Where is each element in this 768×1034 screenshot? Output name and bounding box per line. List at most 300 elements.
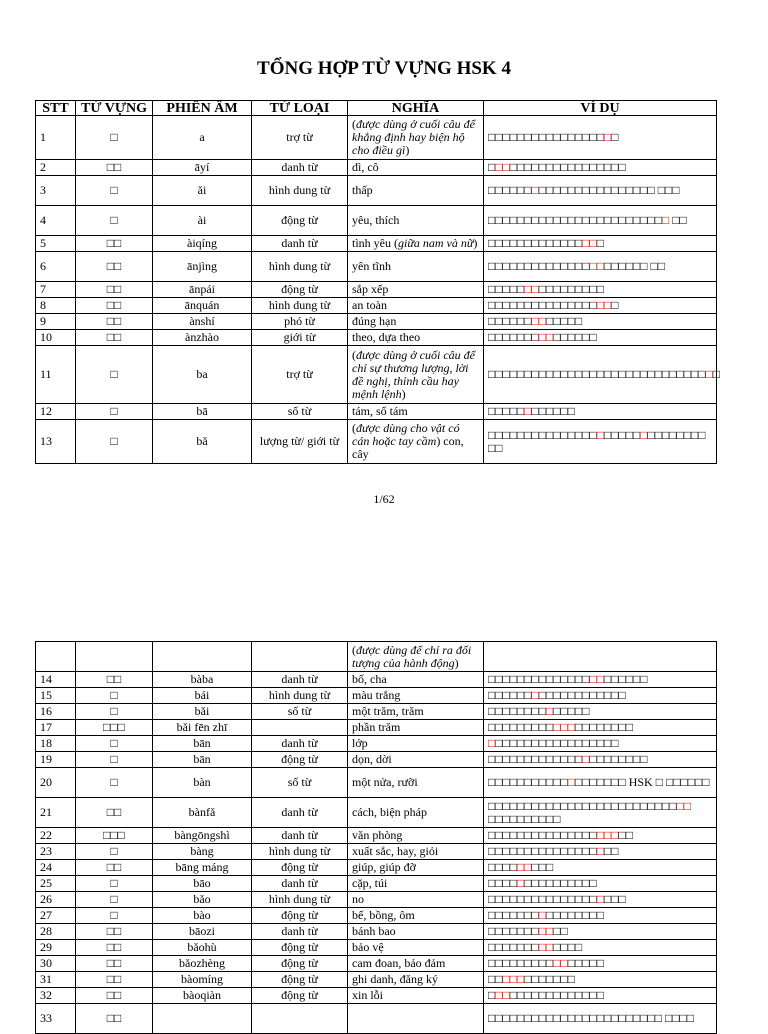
cell-example	[484, 908, 717, 924]
table-row	[36, 720, 717, 736]
table-row	[36, 988, 717, 1004]
example-text: □□□□□□□□□□□□□□□□□□□□□□□□□□	[488, 798, 677, 813]
cell-word: □□	[76, 924, 153, 940]
cell-pinyin: bǎozhèng	[153, 956, 252, 972]
cell-word: □□	[76, 330, 153, 346]
example-text: □□	[603, 844, 619, 858]
example-text: □□□□□□□□□□□□	[538, 688, 626, 702]
cell-pinyin: bān	[153, 752, 252, 768]
meaning-text: được dùng để chỉ ra đối tượng của hành động	[352, 642, 472, 670]
example-text: □□□□□□	[488, 688, 532, 702]
cell-meaning	[348, 298, 484, 314]
cell-meaning	[348, 736, 484, 752]
cell-part-of-speech: trợ từ	[252, 116, 348, 160]
cell-word: □	[76, 116, 153, 160]
meaning-text: tám, số tám	[352, 404, 408, 418]
cell-part-of-speech: danh từ	[252, 924, 348, 940]
example-text: □□□□	[488, 876, 517, 890]
cell-meaning	[348, 688, 484, 704]
cell-part-of-speech: động từ	[252, 972, 348, 988]
cell-part-of-speech: động từ	[252, 908, 348, 924]
cell-pinyin	[153, 1004, 252, 1034]
example-text: □□□	[603, 892, 626, 906]
cell-part-of-speech: danh từ	[252, 160, 348, 176]
table-row	[36, 314, 717, 330]
cell-example	[484, 160, 717, 176]
cell-part-of-speech: hình dung từ	[252, 176, 348, 206]
example-text: □□	[596, 298, 612, 312]
meaning-text: dọn, dời	[352, 752, 392, 766]
meaning-text: ghi danh, đăng ký	[352, 972, 438, 986]
cell-word: □□	[76, 1004, 153, 1034]
example-text: □	[531, 688, 539, 702]
cell-pinyin: bào	[153, 908, 252, 924]
meaning-text: được dùng ở cuối câu để khẳng định hay biện hộ cho điều gì	[352, 117, 475, 157]
cell-meaning	[348, 236, 484, 252]
table-header-row	[36, 101, 717, 116]
cell-stt: 19	[36, 752, 76, 768]
cell-stt: 23	[36, 844, 76, 860]
example-text: □□□□□	[488, 282, 525, 296]
cell-example	[484, 346, 720, 404]
cell-part-of-speech: hình dung từ	[252, 252, 348, 282]
cell-word: □	[76, 346, 153, 404]
example-text: □	[488, 736, 496, 750]
cell-word: □□	[76, 298, 153, 314]
example-text: □□	[538, 330, 554, 344]
example-text: □□□□□□□□□□□□□	[488, 236, 583, 250]
example-text: □□□□□□□□□□□□□□□□□	[495, 736, 619, 750]
cell-meaning	[348, 672, 484, 688]
meaning-text: (	[352, 421, 356, 435]
cell-part-of-speech: danh từ	[252, 736, 348, 752]
cell-part-of-speech: hình dung từ	[252, 298, 348, 314]
example-text: □□□□□□□□□□□□□	[509, 988, 604, 1002]
cell-meaning	[348, 940, 484, 956]
cell-meaning	[348, 828, 484, 844]
cell-meaning	[348, 876, 484, 892]
example-text: □□□□□□□	[524, 972, 575, 986]
cell-word: □	[76, 844, 153, 860]
example-text: □□□□□	[553, 704, 590, 718]
example-text: □□□□□□	[488, 314, 532, 328]
example-text: □□□□□□	[553, 330, 597, 344]
example-text: □□□□□□□□□□	[524, 876, 597, 890]
meaning-text: phần trăm	[352, 720, 401, 734]
example-text: □	[538, 908, 546, 922]
cell-meaning	[348, 956, 484, 972]
cell-example	[484, 236, 717, 252]
cell-pinyin: bǎohù	[153, 940, 252, 956]
cell-stt: 5	[36, 236, 76, 252]
cell-meaning	[348, 988, 484, 1004]
table-row	[36, 924, 717, 940]
cell-stt: 26	[36, 892, 76, 908]
cell-pinyin: bái	[153, 688, 252, 704]
example-text: □□□□□□□□□□□□□	[488, 752, 583, 766]
example-text: □□□	[553, 720, 575, 734]
example-text: □□□□□□□□□□□□□□□	[488, 892, 597, 906]
meaning-text: giữa nam và nữ	[398, 236, 474, 250]
header-example: VÍ DỤ	[484, 101, 717, 116]
example-text: □□□□□□	[531, 404, 575, 418]
cell-example	[484, 876, 717, 892]
cell-word: □	[76, 876, 153, 892]
page-number: 1/62	[373, 492, 395, 506]
cell-example	[484, 828, 717, 844]
example-text: □	[712, 367, 720, 381]
meaning-text: cặp, túi	[352, 876, 388, 890]
example-text: □□□□□□□□□□□□□□□□□□□□□□□□ □□□□	[488, 1011, 694, 1025]
cell-word: □□□	[76, 720, 153, 736]
example-text: □	[517, 876, 525, 890]
example-text: □	[531, 183, 539, 197]
cell-stt: 2	[36, 160, 76, 176]
cell-pinyin: bāng máng	[153, 860, 252, 876]
cell-meaning	[348, 844, 484, 860]
table-row	[36, 972, 717, 988]
cell-stt: 25	[36, 876, 76, 892]
cell-pinyin: bān	[153, 736, 252, 752]
table-row	[36, 252, 717, 282]
meaning-text: ) con, cây	[352, 434, 464, 461]
table-row	[36, 908, 717, 924]
table-row	[36, 404, 717, 420]
page-2	[0, 600, 768, 1024]
example-text: □□	[495, 988, 510, 1002]
cell-stt: 6	[36, 252, 76, 282]
cell-word: □□	[76, 314, 153, 330]
cell-word: □□	[76, 252, 153, 282]
cell-pinyin: bā	[153, 404, 252, 420]
cell-part-of-speech: động từ	[252, 956, 348, 972]
example-text: □□□□□□□ HSK □ □□□□□□	[574, 775, 710, 789]
cell-example	[484, 768, 717, 798]
table-row	[36, 206, 717, 236]
example-text: □□□□□□□□□	[538, 282, 604, 296]
cell-meaning	[348, 860, 484, 876]
example-text: □□□□□□□□□□□□□□□□ □□□	[538, 183, 680, 197]
cell-stt: 21	[36, 798, 76, 828]
cell-stt: 10	[36, 330, 76, 346]
cell-meaning	[348, 116, 484, 160]
cell-pinyin: ài	[153, 206, 252, 236]
cell-meaning	[348, 892, 484, 908]
example-text: □	[582, 752, 590, 766]
cell-meaning	[348, 704, 484, 720]
header-pinyin: PHIÊN ÂM	[153, 101, 252, 116]
meaning-text: yên tĩnh	[352, 259, 391, 273]
meaning-text: xin lỗi	[352, 988, 384, 1002]
cell-meaning	[348, 924, 484, 940]
example-text: □	[524, 404, 532, 418]
meaning-text: (	[352, 347, 356, 362]
example-text: □□	[676, 798, 691, 813]
cell-stt: 17	[36, 720, 76, 736]
header-meaning: NGHĨA	[348, 101, 484, 116]
cell-stt: 9	[36, 314, 76, 330]
cell-example	[484, 298, 717, 314]
example-text: □	[596, 844, 604, 858]
table-row	[36, 704, 717, 720]
meaning-text: no	[352, 892, 364, 906]
cell-pinyin: bǎi fēn zhī	[153, 720, 252, 736]
cell-pinyin: bàn	[153, 768, 252, 798]
cell-part-of-speech	[252, 642, 348, 672]
cell-meaning	[348, 972, 484, 988]
cell-pinyin: àiqíng	[153, 236, 252, 252]
cell-pinyin: ànzhào	[153, 330, 252, 346]
cell-pinyin: ba	[153, 346, 252, 404]
cell-word: □□	[76, 672, 153, 688]
cell-meaning	[348, 346, 484, 404]
cell-part-of-speech: hình dung từ	[252, 688, 348, 704]
example-text: □□□□□□□□	[589, 752, 648, 766]
example-text: □□□□□	[603, 427, 641, 442]
example-text: □□□□□□□□	[574, 720, 633, 734]
cell-stt: 1	[36, 116, 76, 160]
table-row	[36, 876, 717, 892]
cell-word: □	[76, 176, 153, 206]
example-text: □□□□□□□□□□□□□□□□	[509, 160, 626, 174]
cell-part-of-speech: danh từ	[252, 876, 348, 892]
cell-stt: 33	[36, 1004, 76, 1034]
cell-example	[484, 736, 717, 752]
cell-stt: 24	[36, 860, 76, 876]
meaning-text: một trăm, trăm	[352, 704, 424, 718]
cell-word: □□	[76, 282, 153, 298]
meaning-text: (	[352, 642, 356, 657]
table-row	[36, 752, 717, 768]
meaning-text: được dùng cho vật có cán hoặc tay cầm	[352, 421, 460, 448]
example-text: □□□□□□□□□	[488, 956, 554, 970]
cell-stt: 31	[36, 972, 76, 988]
meaning-text: theo, dựa theo	[352, 330, 421, 344]
example-text: □□	[495, 160, 510, 174]
example-text: □□□□□□□□□□	[488, 811, 561, 826]
cell-word: □□	[76, 988, 153, 1004]
meaning-text: cách, biện pháp	[352, 805, 427, 819]
cell-word: □	[76, 752, 153, 768]
header-part-of-speech: TỪ LOẠI	[252, 101, 348, 116]
example-text: □□	[531, 314, 546, 328]
cell-stt: 16	[36, 704, 76, 720]
cell-word: □	[76, 892, 153, 908]
meaning-text: )	[454, 655, 459, 670]
vocabulary-table-continued	[35, 641, 717, 1034]
cell-word: □□	[76, 940, 153, 956]
meaning-text: đúng hạn	[352, 314, 397, 328]
cell-stt: 15	[36, 688, 76, 704]
meaning-text: một nửa, rưỡi	[352, 775, 418, 789]
cell-pinyin: bàngōngshì	[153, 828, 252, 844]
meaning-text: xuất sắc, hay, giỏi	[352, 844, 439, 858]
table-row	[36, 116, 717, 160]
cell-example	[484, 988, 717, 1004]
meaning-text: màu trắng	[352, 688, 401, 702]
table-row	[36, 828, 717, 844]
cell-word: □	[76, 704, 153, 720]
cell-example	[484, 720, 717, 736]
cell-part-of-speech: số từ	[252, 404, 348, 420]
cell-word: □□	[76, 798, 153, 828]
cell-meaning	[348, 206, 484, 236]
cell-word: □	[76, 206, 153, 236]
cell-stt: 14	[36, 672, 76, 688]
cell-pinyin: bǎi	[153, 704, 252, 720]
cell-stt: 12	[36, 404, 76, 420]
example-text: □□□□□□□	[488, 940, 539, 954]
cell-stt: 30	[36, 956, 76, 972]
cell-example	[484, 642, 717, 672]
example-text: □	[596, 236, 604, 250]
meaning-text: cam đoan, bảo đảm	[352, 956, 446, 970]
table-row	[36, 892, 717, 908]
cell-part-of-speech: số từ	[252, 704, 348, 720]
example-text: □□	[589, 672, 604, 686]
example-text: □	[596, 892, 604, 906]
example-text: □□	[618, 828, 633, 842]
cell-meaning	[348, 176, 484, 206]
example-text: □	[567, 775, 575, 789]
example-text: □□□□□	[567, 956, 604, 970]
table-row	[36, 860, 717, 876]
cell-example	[484, 940, 717, 956]
cell-part-of-speech: hình dung từ	[252, 844, 348, 860]
meaning-text: bảo vệ	[352, 940, 384, 954]
cell-word: □	[76, 420, 153, 464]
cell-part-of-speech: động từ	[252, 988, 348, 1004]
cell-example	[484, 314, 717, 330]
cell-meaning	[348, 720, 484, 736]
cell-stt: 29	[36, 940, 76, 956]
cell-word: □□	[76, 956, 153, 972]
cell-example	[484, 860, 717, 876]
table-row	[36, 956, 717, 972]
cell-stt: 13	[36, 420, 76, 464]
cell-word	[76, 642, 153, 672]
cell-word: □	[76, 768, 153, 798]
cell-meaning	[348, 1004, 484, 1034]
meaning-text: được dùng ở cuối câu để chỉ sự thương lượng, lời đề nghị, thỉnh cầu hay mệnh lệnh	[352, 347, 475, 401]
cell-stt	[36, 642, 76, 672]
example-text: □	[488, 988, 496, 1002]
cell-example	[484, 176, 717, 206]
cell-stt: 22	[36, 828, 76, 844]
cell-example	[484, 892, 717, 908]
table-row	[36, 346, 717, 404]
cell-meaning	[348, 160, 484, 176]
cell-word: □□	[76, 860, 153, 876]
cell-part-of-speech	[252, 720, 348, 736]
meaning-text: văn phòng	[352, 828, 403, 842]
table-row	[36, 330, 717, 346]
example-text: □□□□□□□□□□□□□□□	[488, 828, 597, 842]
cell-example	[484, 972, 717, 988]
table-row	[36, 176, 717, 206]
table-row	[36, 736, 717, 752]
table-body	[36, 116, 720, 464]
cell-pinyin: bāo	[153, 876, 252, 892]
example-text: □□□□□□□□	[488, 704, 546, 718]
cell-pinyin: bǎ	[153, 420, 252, 464]
example-text: □□□□□□□	[488, 330, 539, 344]
example-text: □	[640, 427, 648, 442]
meaning-text: yêu, thích	[352, 213, 400, 227]
cell-word: □	[76, 736, 153, 752]
example-text: □□□□□□□□□□□□□□	[488, 259, 590, 273]
example-text: □□□□□□□□□□□□□□	[488, 672, 590, 686]
cell-word: □□	[76, 972, 153, 988]
example-text: □□	[538, 924, 554, 938]
example-text: □□□□□□□□□□□□□□□□	[488, 130, 604, 144]
cell-pinyin: ānjìng	[153, 252, 252, 282]
table-row	[36, 236, 717, 252]
example-text: □□	[589, 259, 604, 273]
meaning-text: )	[473, 236, 478, 250]
cell-word: □	[76, 908, 153, 924]
example-text: □□	[553, 956, 568, 970]
example-text: □□	[488, 972, 503, 986]
cell-part-of-speech	[252, 1004, 348, 1034]
table-row	[36, 672, 717, 688]
meaning-text: dì, cô	[352, 160, 379, 174]
example-text: □□□□□□□□□□□	[488, 775, 568, 789]
cell-stt: 32	[36, 988, 76, 1004]
table-row	[36, 940, 717, 956]
example-text: □□□	[502, 972, 525, 986]
meaning-text: bánh bao	[352, 924, 396, 938]
example-text: □□□□□□ □□	[603, 259, 665, 273]
cell-stt: 4	[36, 206, 76, 236]
meaning-text: sắp xếp	[352, 282, 389, 296]
cell-pinyin: bāozi	[153, 924, 252, 940]
meaning-text: thấp	[352, 183, 373, 197]
example-text: □□□□	[488, 860, 517, 874]
cell-pinyin	[153, 642, 252, 672]
table-body	[36, 642, 717, 1034]
cell-example	[484, 924, 717, 940]
cell-meaning	[348, 420, 484, 464]
cell-example	[484, 688, 717, 704]
example-text: □□□□□□□□ □□	[488, 427, 706, 455]
cell-stt: 11	[36, 346, 76, 404]
cell-meaning	[348, 314, 484, 330]
example-text: □	[545, 704, 554, 718]
cell-part-of-speech: động từ	[252, 282, 348, 298]
table-row	[36, 298, 717, 314]
example-text: □□	[553, 924, 568, 938]
document-title: TỔNG HỢP TỪ VỰNG HSK 4	[257, 58, 511, 79]
cell-meaning	[348, 768, 484, 798]
cell-pinyin: āyí	[153, 160, 252, 176]
example-text: □□□□□□□□□	[488, 720, 554, 734]
example-text: □	[596, 427, 604, 442]
cell-pinyin: a	[153, 116, 252, 160]
cell-stt: 8	[36, 298, 76, 314]
meaning-text: (	[352, 117, 356, 131]
cell-meaning	[348, 642, 484, 672]
example-text: □□□□□□□□□□□□□□□	[488, 844, 597, 858]
cell-pinyin: ānquán	[153, 298, 252, 314]
vocabulary-table	[35, 100, 720, 464]
cell-part-of-speech: danh từ	[252, 236, 348, 252]
header-word: TỪ VỰNG	[76, 101, 153, 116]
example-text: □	[488, 160, 496, 174]
cell-pinyin: bàng	[153, 844, 252, 860]
table-row	[36, 844, 717, 860]
example-text: □□□□	[553, 940, 583, 954]
